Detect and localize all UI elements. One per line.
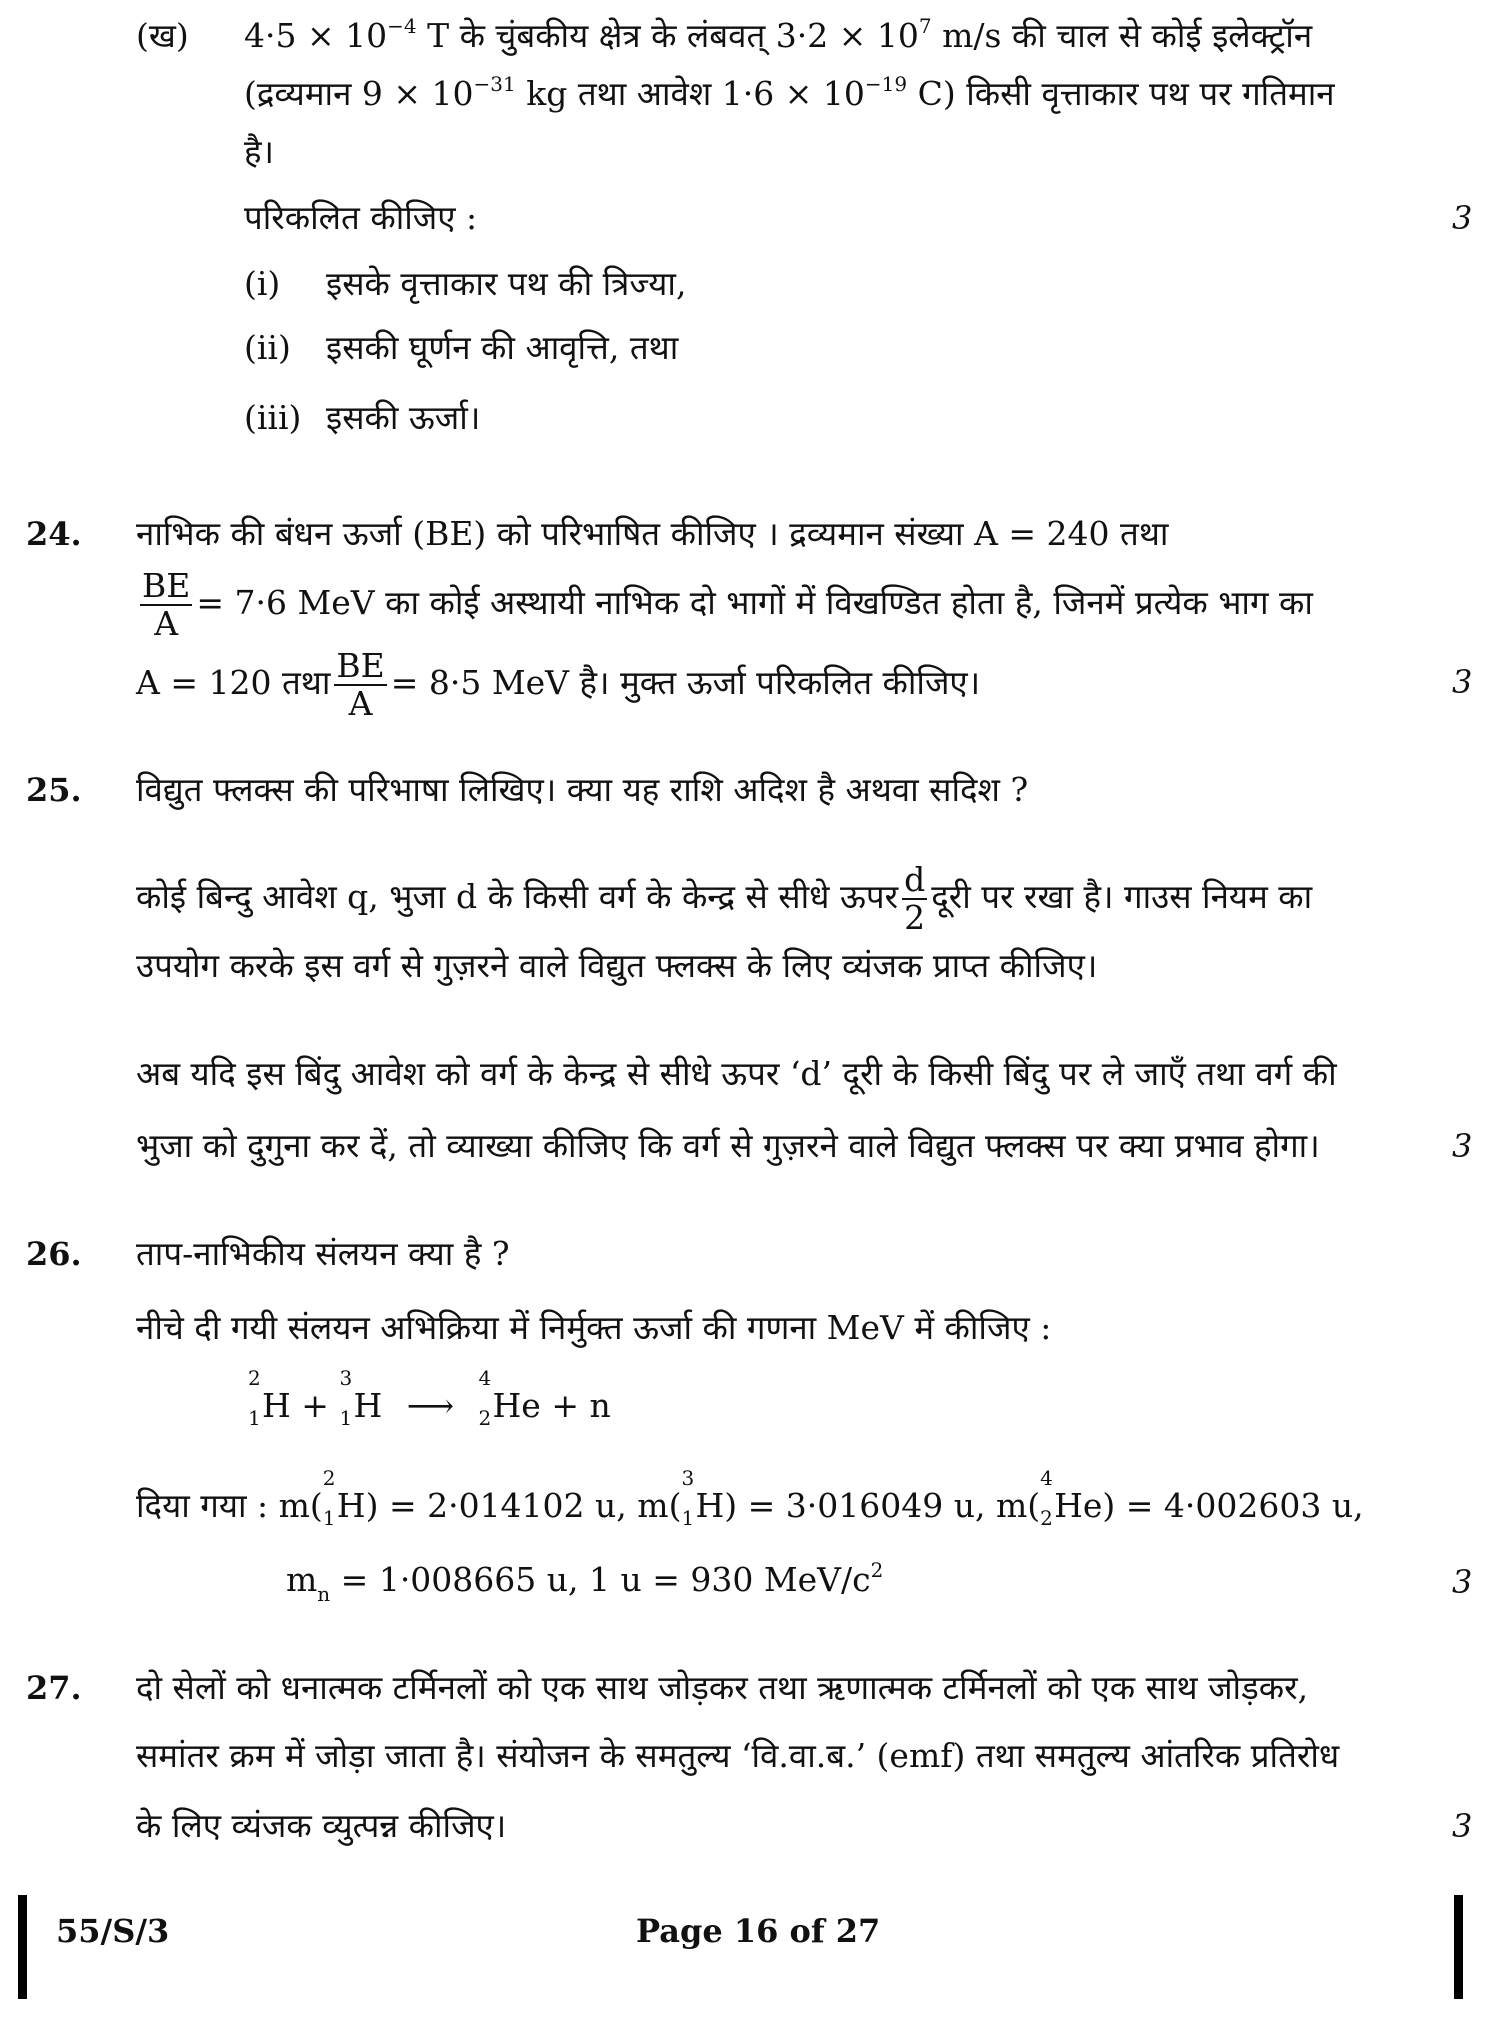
q24-line3: A = 120 तथा $\frac{BE}{A}$ = 8·5 MeV है। मुक्त ऊर्जा परिकलित कीजिए।: [136, 646, 981, 723]
deuterium-nuclide: 2 1 H: [248, 1366, 291, 1430]
footer-right-bar: [1454, 1895, 1463, 1999]
q27-number: 27.: [26, 1669, 82, 1707]
q23b-marks: 3: [1452, 199, 1473, 237]
footer-paper-code: 55/S/3: [56, 1912, 170, 1950]
q23b-part-i-text: इसके वृत्ताकार पथ की त्रिज्या,: [326, 264, 687, 303]
q26-line2: नीचे दी गयी संलयन अभिक्रिया में निर्मुक्त ऊर्जा की गणना MeV में कीजिए :: [136, 1308, 1052, 1347]
q26-given-line2: $m_n = 1\cdot 008665$ u, 1 u = 930 MeV/$c^2$: [286, 1558, 884, 1606]
q23b-part-iii-label: (iii): [244, 398, 302, 437]
q25-line5: भुजा को दुगुना कर दें, तो व्याख्या कीजिए कि वर्ग से गुज़रने वाले विद्युत फ्लक्स पर क्या प्रभाव होगा।: [136, 1126, 1320, 1165]
helium-nuclide: 4 2 He: [478, 1366, 541, 1430]
q25-line1: विद्युत फ्लक्स की परिभाषा लिखिए। क्या यह राशि अदिश है अथवा सदिश ?: [136, 770, 1029, 809]
q25-line3: उपयोग करके इस वर्ग से गुज़रने वाले विद्युत फ्लक्स के लिए व्यंजक प्राप्त कीजिए।: [136, 946, 1098, 985]
q27-marks: 3: [1452, 1807, 1473, 1845]
q27-line2: समांतर क्रम में जोड़ा जाता है। संयोजन के समतुल्य ‘वि.वा.ब.’ (emf) तथा समतुल्य आंतरिक प्रतिरोध: [136, 1736, 1340, 1775]
q23b-line1: $4\cdot 5 \times 10^{-4}$ T के चुंबकीय क्षेत्र के लंबवत् $3\cdot 2 \times 10^7$ m/s की चाल से कोई इलेक्ट्रॉन: [244, 14, 1313, 55]
q25-marks: 3: [1452, 1127, 1473, 1165]
be-over-a-fraction: $\frac{BE}{A}$: [336, 646, 385, 723]
q26-line1: ताप-नाभिकीय संलयन क्या है ?: [136, 1234, 510, 1273]
q24-number: 24.: [26, 515, 82, 553]
q26-given-line1: दिया गया : m( 2 1 H) = 2·014102 u, m( 3 1 H) = 3·016049 u, m( 4 2 He) = 4·002603 u,: [136, 1466, 1364, 1530]
q23b-calc-label: परिकलित कीजिए :: [244, 198, 478, 237]
q27-line3: के लिए व्यंजक व्युत्पन्न कीजिए।: [136, 1806, 507, 1845]
q23b-part-i-label: (i): [244, 264, 281, 303]
q27-line1: दो सेलों को धनात्मक टर्मिनलों को एक साथ जोड़कर तथा ऋणात्मक टर्मिनलों को एक साथ जोड़कर,: [136, 1668, 1309, 1707]
q23b-line3: है।: [244, 132, 275, 171]
q23b-part-iii-text: इसकी ऊर्जा।: [326, 398, 481, 437]
fusion-reaction: 2 1 H + 3 1 H ⟶ 4 2 He + n: [248, 1366, 611, 1430]
q23b-label: (ख): [136, 16, 189, 55]
q25-line2: कोई बिन्दु आवेश q, भुजा d के किसी वर्ग के केन्द्र से सीधे ऊपर $\frac{d}{2}$ दूरी पर रखा है। गाउस नियम का: [136, 860, 1313, 937]
q26-marks: 3: [1452, 1563, 1473, 1601]
be-over-a-fraction: $\frac{BE}{A}$: [142, 566, 191, 643]
d-over-2-fraction: $\frac{d}{2}$: [904, 860, 926, 937]
q23b-part-ii-text: इसकी घूर्णन की आवृत्ति, तथा: [326, 328, 679, 367]
q24-line1: नाभिक की बंधन ऊर्जा (BE) को परिभाषित कीजिए । द्रव्यमान संख्या A = 240 तथा: [136, 514, 1169, 553]
q24-marks: 3: [1452, 663, 1473, 701]
q26-number: 26.: [26, 1235, 82, 1273]
q25-line4: अब यदि इस बिंदु आवेश को वर्ग के केन्द्र से सीधे ऊपर ‘d’ दूरी के किसी बिंदु पर ले जाएँ तथा वर्ग की: [136, 1054, 1337, 1093]
q23b-part-ii-label: (ii): [244, 328, 291, 367]
q23b-line2: (द्रव्यमान $9 \times 10^{-31}$ kg तथा आवेश $1\cdot 6 \times 10^{-19}$ C) किसी वृत्ताकार पथ पर गतिमान: [244, 72, 1335, 113]
footer-page-number: Page 16 of 27: [636, 1912, 881, 1950]
tritium-nuclide: 3 1 H: [339, 1366, 383, 1430]
footer-left-bar: [18, 1895, 27, 1999]
reaction-arrow-icon: ⟶: [406, 1386, 455, 1425]
q24-line2: $\frac{BE}{A}$ = 7·6 MeV का कोई अस्थायी नाभिक दो भागों में विखण्डित होता है, जिनमें प्रत्येक भाग का: [142, 566, 1313, 643]
q25-number: 25.: [26, 771, 82, 809]
